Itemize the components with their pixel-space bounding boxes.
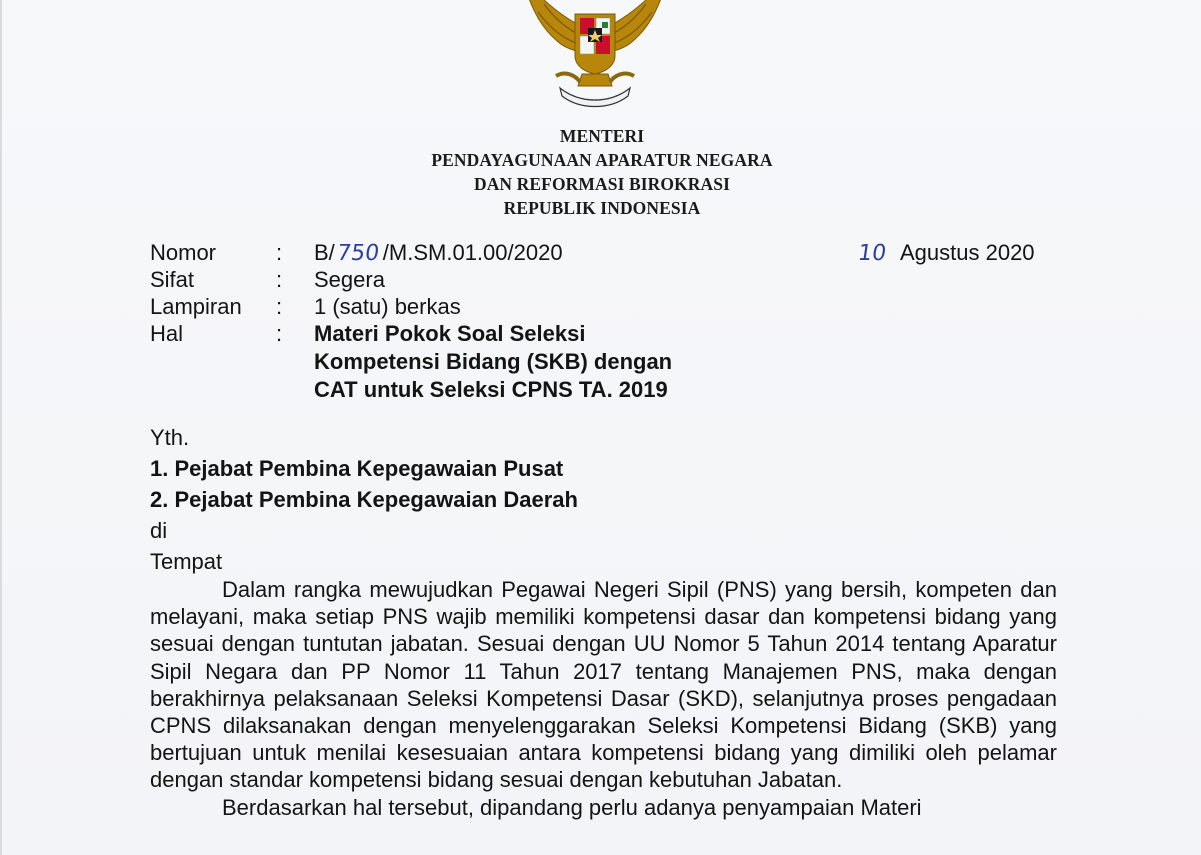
meta-row-nomor [150, 239, 1090, 266]
letter-body [150, 576, 1057, 821]
hal-line-2: Kompetensi Bidang (SKB) dengan [314, 349, 673, 374]
recipient-di: di [150, 518, 168, 543]
hal-line-3: CAT untuk Seleksi CPNS TA. 2019 [314, 377, 668, 402]
letterhead-line-2: PENDAYAGUNAAN APARATUR NEGARA [431, 150, 773, 170]
hal-colon: : [276, 321, 283, 346]
sifat-colon: : [276, 267, 283, 292]
garuda-emblem-icon [520, 0, 670, 112]
letterhead [342, 124, 862, 220]
hal-label: Hal [150, 321, 184, 346]
meta-row-sifat [150, 266, 1090, 293]
sifat-label: Sifat [150, 267, 195, 292]
lampiran-colon: : [276, 294, 283, 319]
nomor-handwritten: 750 [335, 241, 381, 266]
meta-row-hal [150, 320, 1090, 402]
nomor-label: Nomor [150, 240, 217, 265]
letterhead-line-3: DAN REFORMASI BIROKRASI [473, 174, 731, 194]
date-month-year: Agustus 2020 [900, 240, 1035, 265]
meta-row-lampiran [150, 293, 1090, 320]
recipient-block [150, 422, 578, 577]
hal-value [314, 320, 672, 404]
recipient-item-2: 2. Pejabat Pembina Kepegawaian Daerah [150, 487, 578, 512]
body-paragraph-1: Dalam rangka mewujudkan Pegawai Negeri Sipil (PNS) yang bersih, kompeten dan melayani, maka setiap PNS wajib memiliki kompetensi dasar dan kompetensi bidang yang sesuai dengan tuntutan jabatan. Sesuai dengan UU Nomor 5 Tahun 2014 tentang Aparatur Sipil Negara dan PP Nomor 11 Tahun 2017 tentang Manajemen PNS, maka dengan berakhirnya pelaksanaan Seleksi Kompetensi Dasar (SKD), selanjutnya proses pengadaan CPNS dilaksanakan dengan menyelenggarakan Seleksi Kompetensi Bidang (SKB) yang bertujuan untuk menilai kesesuaian antara kompetensi bidang yang dimiliki oleh pelamar dengan standar kompetensi bidang sesuai dengan kebutuhan Jabatan. [150, 577, 1057, 793]
nomor-suffix: /M.SM.01.00/2020 [382, 240, 563, 265]
letterhead-line-1: MENTERI [559, 126, 645, 146]
salutation: Yth. [150, 425, 190, 450]
body-paragraph-2: Berdasarkan hal tersebut, dipandang perlu adanya penyampaian Materi [222, 794, 922, 820]
recipient-item-1: 1. Pejabat Pembina Kepegawaian Pusat [150, 456, 564, 481]
nomor-value [314, 239, 563, 267]
letter-date [856, 239, 1035, 267]
date-day-handwritten: 10 [856, 241, 888, 266]
letter-meta [150, 239, 1090, 402]
hal-line-1: Materi Pokok Soal Seleksi [314, 321, 586, 346]
letterhead-line-4: REPUBLIK INDONESIA [503, 198, 701, 218]
nomor-colon: : [276, 240, 283, 265]
recipient-tempat: Tempat [150, 549, 223, 574]
lampiran-label: Lampiran [150, 294, 242, 319]
lampiran-value: 1 (satu) berkas [314, 294, 461, 319]
nomor-prefix: B/ [314, 240, 335, 265]
sifat-value: Segera [314, 267, 385, 292]
